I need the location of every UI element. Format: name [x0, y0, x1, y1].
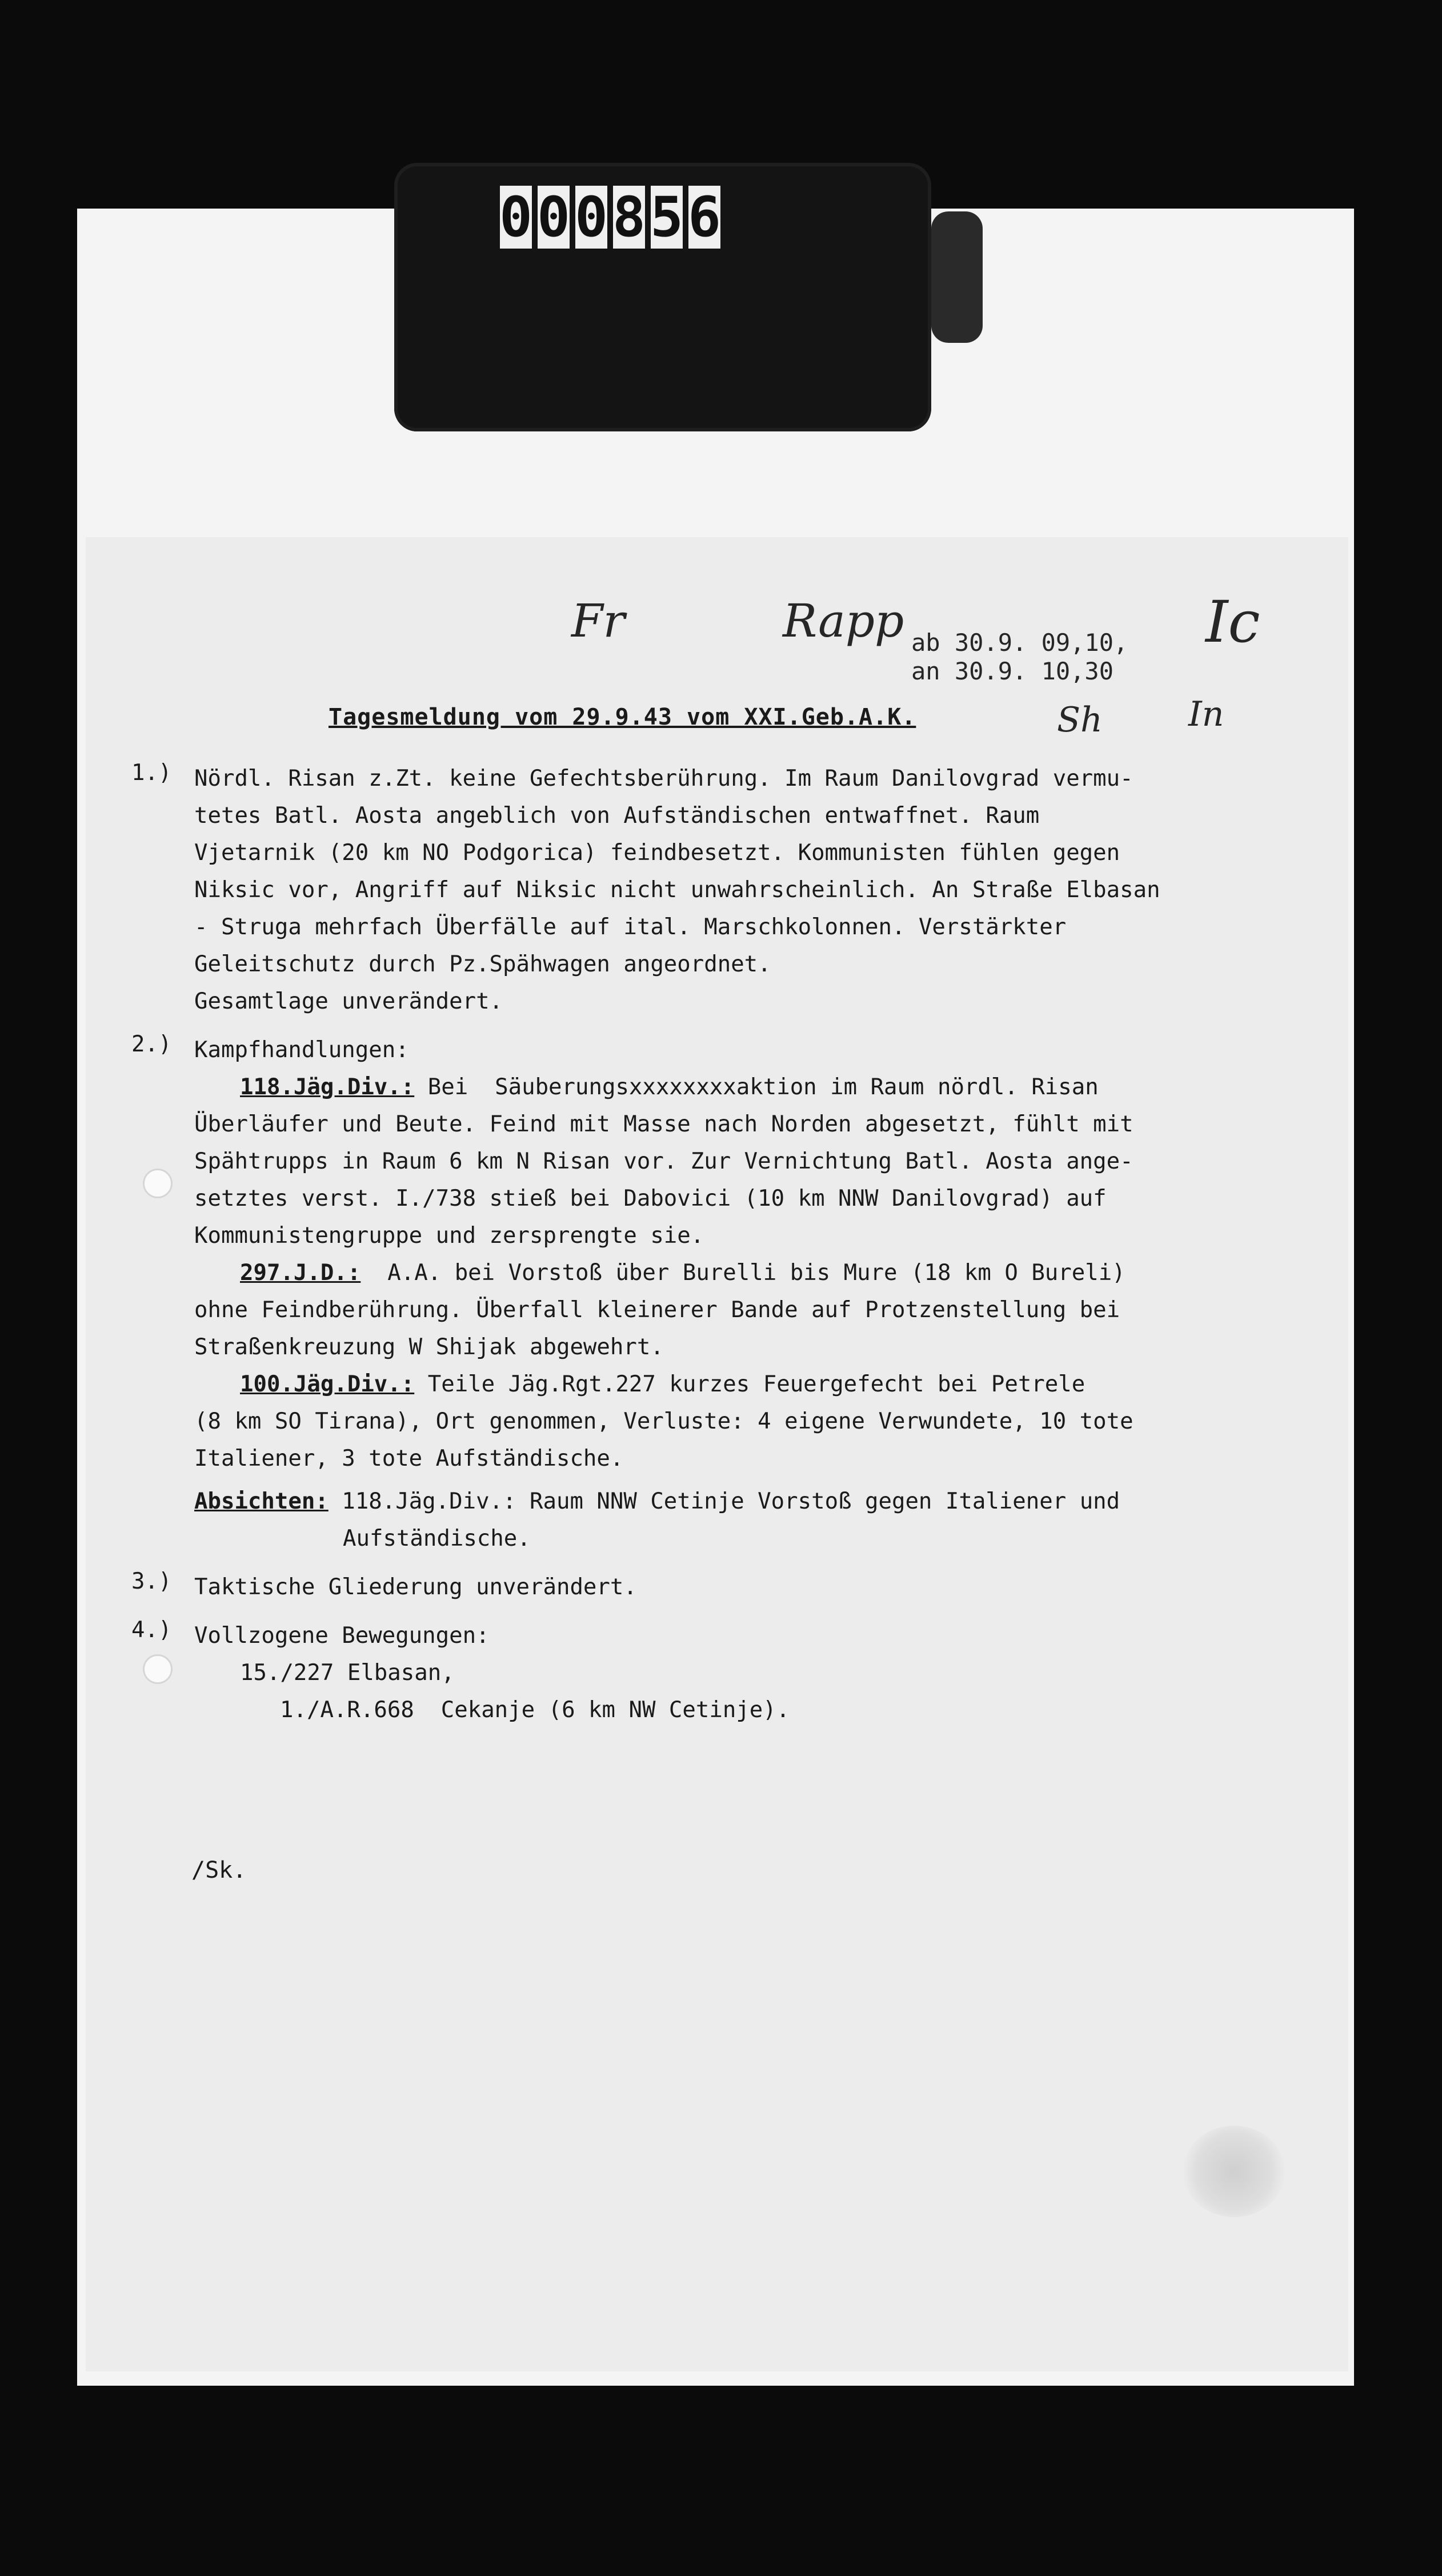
counter-digit: 0 [537, 185, 570, 249]
text-line: (8 km SO Tirana), Ort genommen, Verluste: 4 eigene Verwundete, 10 tote [194, 1409, 1133, 1434]
text-line: Niksic vor, Angriff auf Niksic nicht unwahrscheinlich. An Straße Elbasan [194, 877, 1160, 903]
handwritten-signature: Rapp [783, 594, 904, 647]
section-1 [131, 760, 1308, 1020]
handwritten-signature: Fr [571, 594, 625, 647]
movement-line: 15./227 Elbasan, [240, 1660, 455, 1686]
section-2 [131, 1031, 1308, 1557]
frame-counter [500, 186, 720, 254]
counter-digit: 5 [650, 185, 683, 249]
intent-label: Absichten: [194, 1489, 329, 1514]
text-line: A.A. bei Vorstoß über Burelli bis Mure (18 km O Bureli) [360, 1260, 1125, 1286]
section-3 [131, 1569, 1308, 1606]
counter-digit: 6 [688, 185, 721, 249]
text-line: ohne Feindberührung. Überfall kleinerer Bande auf Protzenstellung bei [194, 1297, 1120, 1323]
unit-name: 118.Jäg.Div.: [240, 1074, 415, 1100]
text-line: Spähtrupps in Raum 6 km N Risan vor. Zur Vernichtung Batl. Aosta ange- [194, 1149, 1133, 1174]
text-line: tetes Batl. Aosta angeblich von Aufständischen entwaffnet. Raum [194, 803, 1040, 829]
text-line: Kommunistengruppe und zersprengte sie. [194, 1223, 704, 1249]
section-4 [131, 1617, 1308, 1729]
handwritten-initial: Sh [1057, 700, 1103, 740]
counter-digit: 0 [499, 185, 532, 249]
text-line: Italiener, 3 tote Aufständische. [194, 1446, 624, 1471]
section-number: 1.) [131, 760, 172, 786]
unit-name: 297.J.D.: [240, 1260, 361, 1286]
text-line: Vjetarnik (20 km NO Podgorica) feindbesetzt. Kommunisten fühlen gegen [194, 840, 1120, 866]
section-number: 4.) [131, 1617, 172, 1643]
receipt-stamp-line: an 30.9. 10,30 [911, 657, 1114, 685]
text-line: Aufständische. [343, 1526, 531, 1551]
section-heading: Vollzogene Bewegungen: [194, 1623, 490, 1649]
text-line: Gesamtlage unverändert. [194, 989, 503, 1014]
text-line: Überläufer und Beute. Feind mit Masse nach Norden abgesetzt, fühlt mit [194, 1111, 1133, 1137]
text-line: Bei Säuberungsxxxxxxxxaktion im Raum nördl. Risan [414, 1074, 1099, 1100]
counter-knob [931, 211, 983, 343]
receipt-stamp-line: ab 30.9. 09,10, [911, 629, 1128, 657]
unit-report [194, 1069, 1308, 1106]
unit-report [194, 1366, 1308, 1403]
section-number: 3.) [131, 1569, 172, 1594]
footer-reference: /Sk. [191, 1857, 247, 1883]
text-line: 118.Jäg.Div.: Raum NNW Cetinje Vorstoß gegen Italiener und [328, 1489, 1120, 1514]
document-title: Tagesmeldung vom 29.9.43 vom XXI.Geb.A.K. [329, 704, 916, 730]
handwritten-mark-ic: Ic [1205, 589, 1260, 655]
handwritten-initial: In [1188, 694, 1224, 734]
intent-line [194, 1483, 1308, 1520]
unit-name: 100.Jäg.Div.: [240, 1371, 415, 1397]
document-body [131, 760, 1308, 1740]
counter-digit: 0 [575, 185, 608, 249]
text-line: Geleitschutz durch Pz.Spähwagen angeordnet. [194, 951, 771, 977]
text-line: Straßenkreuzung W Shijak abgewehrt. [194, 1334, 664, 1360]
text-line: setztes verst. I./738 stieß bei Dabovici (10 km NNW Danilovgrad) auf [194, 1186, 1107, 1211]
text-line: - Struga mehrfach Überfälle auf ital. Marschkolonnen. Verstärkter [194, 914, 1067, 940]
text-line: Teile Jäg.Rgt.227 kurzes Feuergefecht bei Petrele [414, 1371, 1085, 1397]
unit-report [194, 1254, 1308, 1291]
paper-stain [1183, 2126, 1285, 2217]
movement-line: 1./A.R.668 Cekanje (6 km NW Cetinje). [280, 1697, 790, 1723]
counter-digit: 8 [612, 185, 646, 249]
text-line: Taktische Gliederung unverändert. [194, 1574, 637, 1600]
section-number: 2.) [131, 1031, 172, 1057]
text-line: Nördl. Risan z.Zt. keine Gefechtsberührung. Im Raum Danilovgrad vermu- [194, 766, 1133, 791]
section-heading: Kampfhandlungen: [194, 1037, 409, 1063]
